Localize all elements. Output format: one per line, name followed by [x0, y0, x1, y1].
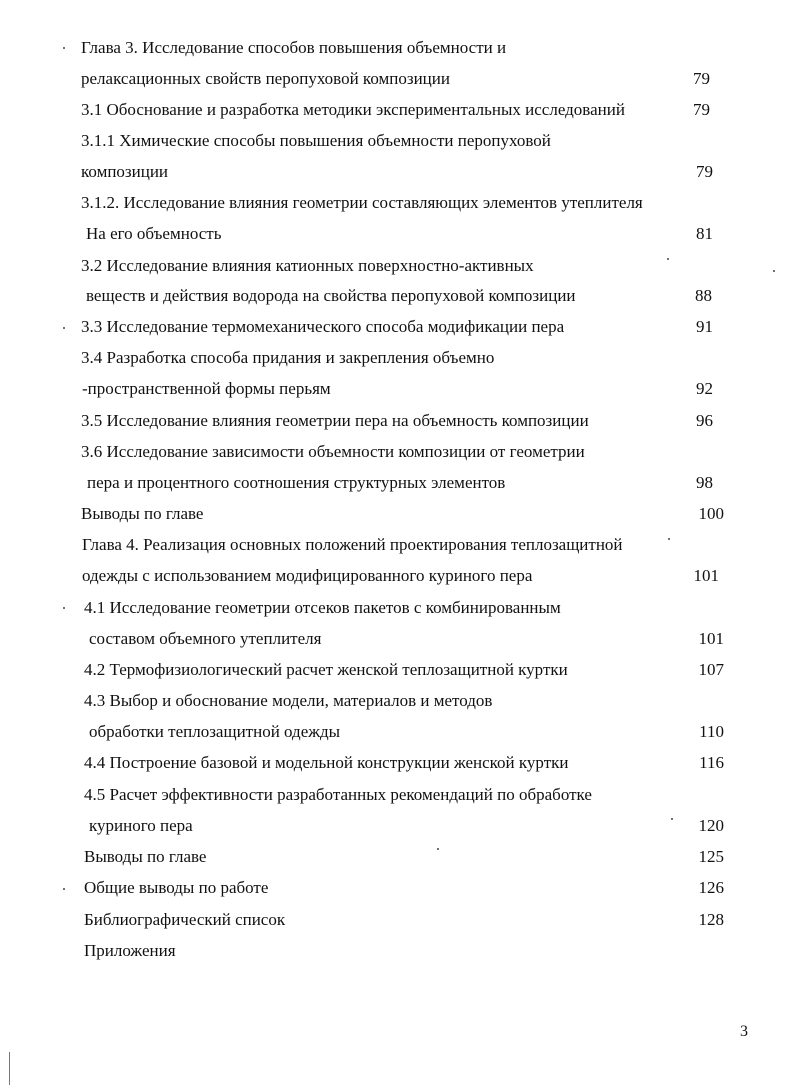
- toc-entry-4-3-page: 110: [699, 722, 724, 741]
- toc-entry-3-1-1: 3.1.1 Химические способы повышения объемности перопуховой: [81, 131, 551, 150]
- toc-entry-4-4-page: 116: [699, 753, 724, 772]
- toc-entry-3-6-page: 98: [696, 473, 713, 492]
- toc-entry-4-1-page: 101: [698, 629, 724, 648]
- scan-speck: [63, 607, 65, 609]
- toc-chapter-4-conclusions: Выводы по главе: [84, 847, 207, 866]
- toc-entry-4-4: 4.4 Построение базовой и модельной конструкции женской куртки: [84, 753, 569, 772]
- page-number: 3: [740, 1023, 748, 1040]
- toc-entry-3-4-cont: -пространственной формы перьям: [82, 379, 331, 398]
- toc-entry-3-4: 3.4 Разработка способа придания и закрепления объемно: [81, 348, 495, 367]
- toc-entry-3-3-page: 91: [696, 317, 713, 336]
- toc-entry-4-2: 4.2 Термофизиологический расчет женской теплозащитной куртки: [84, 660, 568, 679]
- toc-general-conclusions-page: 126: [698, 878, 724, 897]
- toc-bibliography: Библиографический список: [84, 910, 286, 929]
- scan-speck: [668, 538, 670, 540]
- toc-appendices: Приложения: [84, 941, 176, 960]
- toc-general-conclusions: Общие выводы по работе: [84, 878, 269, 897]
- toc-chapter-3-page: 79: [693, 69, 710, 88]
- toc-entry-3-6: 3.6 Исследование зависимости объемности композиции от геометрии: [81, 442, 585, 461]
- toc-entry-3-2: 3.2 Исследование влияния катионных поверхностно-активных: [81, 256, 534, 275]
- toc-entry-3-5: 3.5 Исследование влияния геометрии пера на объемность композиции: [81, 411, 589, 430]
- toc-entry-3-4-page: 92: [696, 379, 713, 398]
- scan-speck: [63, 888, 65, 890]
- toc-entry-3-1-1-cont: композиции: [81, 162, 169, 181]
- toc-entry-3-6-cont: пера и процентного соотношения структурных элементов: [87, 473, 506, 492]
- toc-chapter-3-conclusions: Выводы по главе: [81, 504, 204, 523]
- toc-entry-4-3: 4.3 Выбор и обоснование модели, материалов и методов: [84, 691, 493, 710]
- toc-entry-3-5-page: 96: [696, 411, 713, 430]
- toc-chapter-4-page: 101: [693, 566, 719, 585]
- toc-entry-3-2-cont: веществ и действия водорода на свойства перопуховой композиции: [86, 286, 576, 305]
- scan-speck: [437, 848, 439, 850]
- toc-entry-4-3-cont: обработки теплозащитной одежды: [89, 722, 341, 741]
- toc-entry-3-1-1-page: 79: [696, 162, 713, 181]
- toc-entry-4-2-page: 107: [698, 660, 724, 679]
- toc-entry-3-1-2-cont: На его объемность: [86, 224, 222, 243]
- scan-speck: [667, 258, 669, 260]
- toc-entry-3-1: 3.1 Обоснование и разработка методики экспериментальных исследований: [81, 100, 625, 119]
- scan-speck: [63, 327, 65, 329]
- scan-edge-mark: [9, 1052, 10, 1085]
- toc-chapter-3-title-cont: релаксационных свойств перопуховой композиции: [81, 69, 450, 88]
- toc-chapter-4-conclusions-page: 125: [698, 847, 724, 866]
- toc-entry-4-1-cont: составом объемного утеплителя: [89, 629, 322, 648]
- toc-chapter-3-conclusions-page: 100: [698, 504, 724, 523]
- toc-entry-4-1: 4.1 Исследование геометрии отсеков пакетов с комбинированным: [84, 598, 561, 617]
- toc-entry-4-5-cont: куриного пера: [89, 816, 193, 835]
- scan-speck: [773, 270, 775, 272]
- toc-chapter-4-title-cont: одежды с использованием модифицированного куриного пера: [82, 566, 533, 585]
- toc-chapter-4-title: Глава 4. Реализация основных положений проектирования теплозащитной: [82, 535, 623, 554]
- toc-bibliography-page: 128: [698, 910, 724, 929]
- toc-entry-3-1-2-page: 81: [696, 224, 713, 243]
- toc-entry-4-5: 4.5 Расчет эффективности разработанных рекомендаций по обработке: [84, 785, 592, 804]
- scan-speck: [63, 47, 65, 49]
- toc-entry-3-2-page: 88: [695, 286, 712, 305]
- toc-entry-4-5-page: 120: [698, 816, 724, 835]
- toc-entry-3-3: 3.3 Исследование термомеханического способа модификации пера: [81, 317, 565, 336]
- toc-entry-3-1-2: 3.1.2. Исследование влияния геометрии составляющих элементов утеплителя: [81, 193, 643, 212]
- toc-entry-3-1-page: 79: [693, 100, 710, 119]
- toc-chapter-3-title: Глава 3. Исследование способов повышения объемности и: [81, 38, 507, 57]
- scan-speck: [671, 818, 673, 820]
